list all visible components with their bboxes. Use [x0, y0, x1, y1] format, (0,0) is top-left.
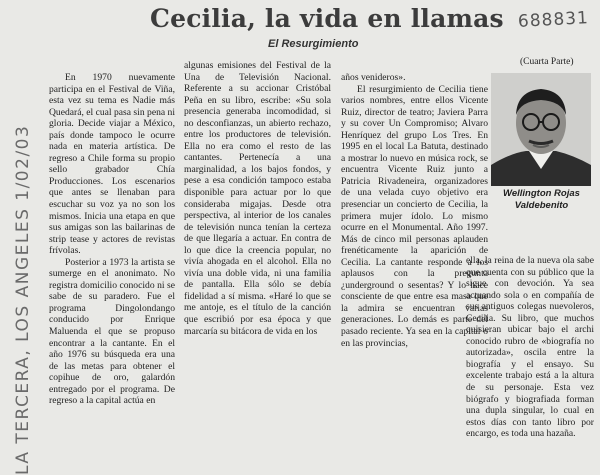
article-headline: Cecilia, la vida en llamas: [150, 4, 504, 33]
caption-name: Wellington Rojas: [503, 188, 580, 199]
caption-surname: Valdebenito: [514, 200, 569, 211]
paragraph: algunas emisiones del Festival de la Una de Televisión Nacional. Referente a su accionar Cristóbal Peña en su libro, escribe: «Su sola presencia generaba incomodidad, si no desconfianzas, un abierto rechazo, entre los productores de televisión. Ella no era como el resto de las cantantes. Pertenecía a una marginalidad, a los bajos fondos, y pese a esa condición tampoco estaba disponible para actuar por lo que consideraba migajas. Desde otra perspectiva, al interior de los canales de televisión nunca tenían la certeza de que llegaría a actuar. En contra de lo que dice la creencia popular, no vivía ahogada en el alcohol. Ella no vivía una doble vida, ni una familia de pantalla. Ella sólo se debía fidelidad a sí misma. «Haré lo que se me antoje, es el título de la canción que escribió por esa época y que marcaría su bitácora de vida en los: [184, 60, 331, 337]
author-portrait-photo: [491, 73, 591, 186]
paragraph: ella, la reina de la nueva ola sabe que cuenta con su público que la sigue con devoción. Ya sea actuando sola o en compañía de sus antiguos colegas nuevoleros, Cecilia. Su libro, que muchos quisieran ubicar bajo el archi conocido rubro de «biografía no autorizada», oscila entre la biografía y el ensayo. Su excelente trabajo está a la altura de su personaje. Esta vez biógrafo y biografiada forman una dupla singular, lo cual en estos días con tanto libro por encargo, es toda una hazaña.: [466, 255, 594, 440]
text-column-4: [466, 255, 594, 440]
portrait-drawing: [491, 73, 591, 186]
handwritten-source-note: LA TERCERA, LOS ANGELES 1/02/03: [13, 124, 33, 475]
paragraph: El resurgimiento de Cecilia tiene varios nombres, entre ellos Vicente Ruiz, director de teatro; Javiera Parra y su cover Un Compromiso; Alvaro Henríquez del grupo Los Tres. En 1995 en el local La Batuta, destinado a mostrar lo nuevo en música rock, se encuentra Vicente Ruiz junto a Patricia Rivadeneira, organizadores de una velada cuyo objetivo era presenciar un concierto de Cecilia, la primera mujer ídolo. Lo mismo ocurre en el Monumental. Año 1997. Más de cinco mil personas aplauden frenéticamente la aparición de Cecilia. La cantante responde a los aplausos con la pregunta ¿underground o sesentas? Y lo hace consciente de que entre esa masa que la admira se encuentran varias generaciones. Lo demás es parte del pasado reciente. Ya sea en la capital o en las provincias,: [341, 83, 488, 349]
handwritten-archive-number: 688831: [517, 8, 590, 32]
text-column-2: [184, 60, 331, 337]
paragraph: En 1970 nuevamente participa en el Festival de Viña, esta vez su tema es Nadie más Quedará, el cual pasa sin pena ni gloria. Decide viajar a México, país donde tampoco le ocurre nada en materia artística. De regreso a Chile forma su propio sello grabador Chía Producciones. Los escenarios que antes se llenaban para escuchar su voz ya no son los mismos. Inicia una etapa en que sus amigas son las bailarinas de strip tease y actores de revistas frívolas.: [49, 72, 175, 257]
paragraph: años venideros».: [341, 72, 406, 83]
article-part-label: (Cuarta Parte): [520, 57, 574, 67]
article-byline: El Resurgimiento: [268, 38, 359, 50]
photo-caption: [494, 188, 589, 212]
paragraph: Posterior a 1973 la artista se sumerge en el anonimato. No registra domicilio conocido ni se sabe de su paradero. Fue el programa Dingolondango conducido por Enrique Maluenda el que se propuso encontrar a la cantante. En el año 1976 su búsqueda era una de las metas para obtener el copihue de oro, galardón entregado por el programa. De regreso a la capital actúa en: [49, 256, 175, 407]
text-column-1: [49, 72, 175, 407]
